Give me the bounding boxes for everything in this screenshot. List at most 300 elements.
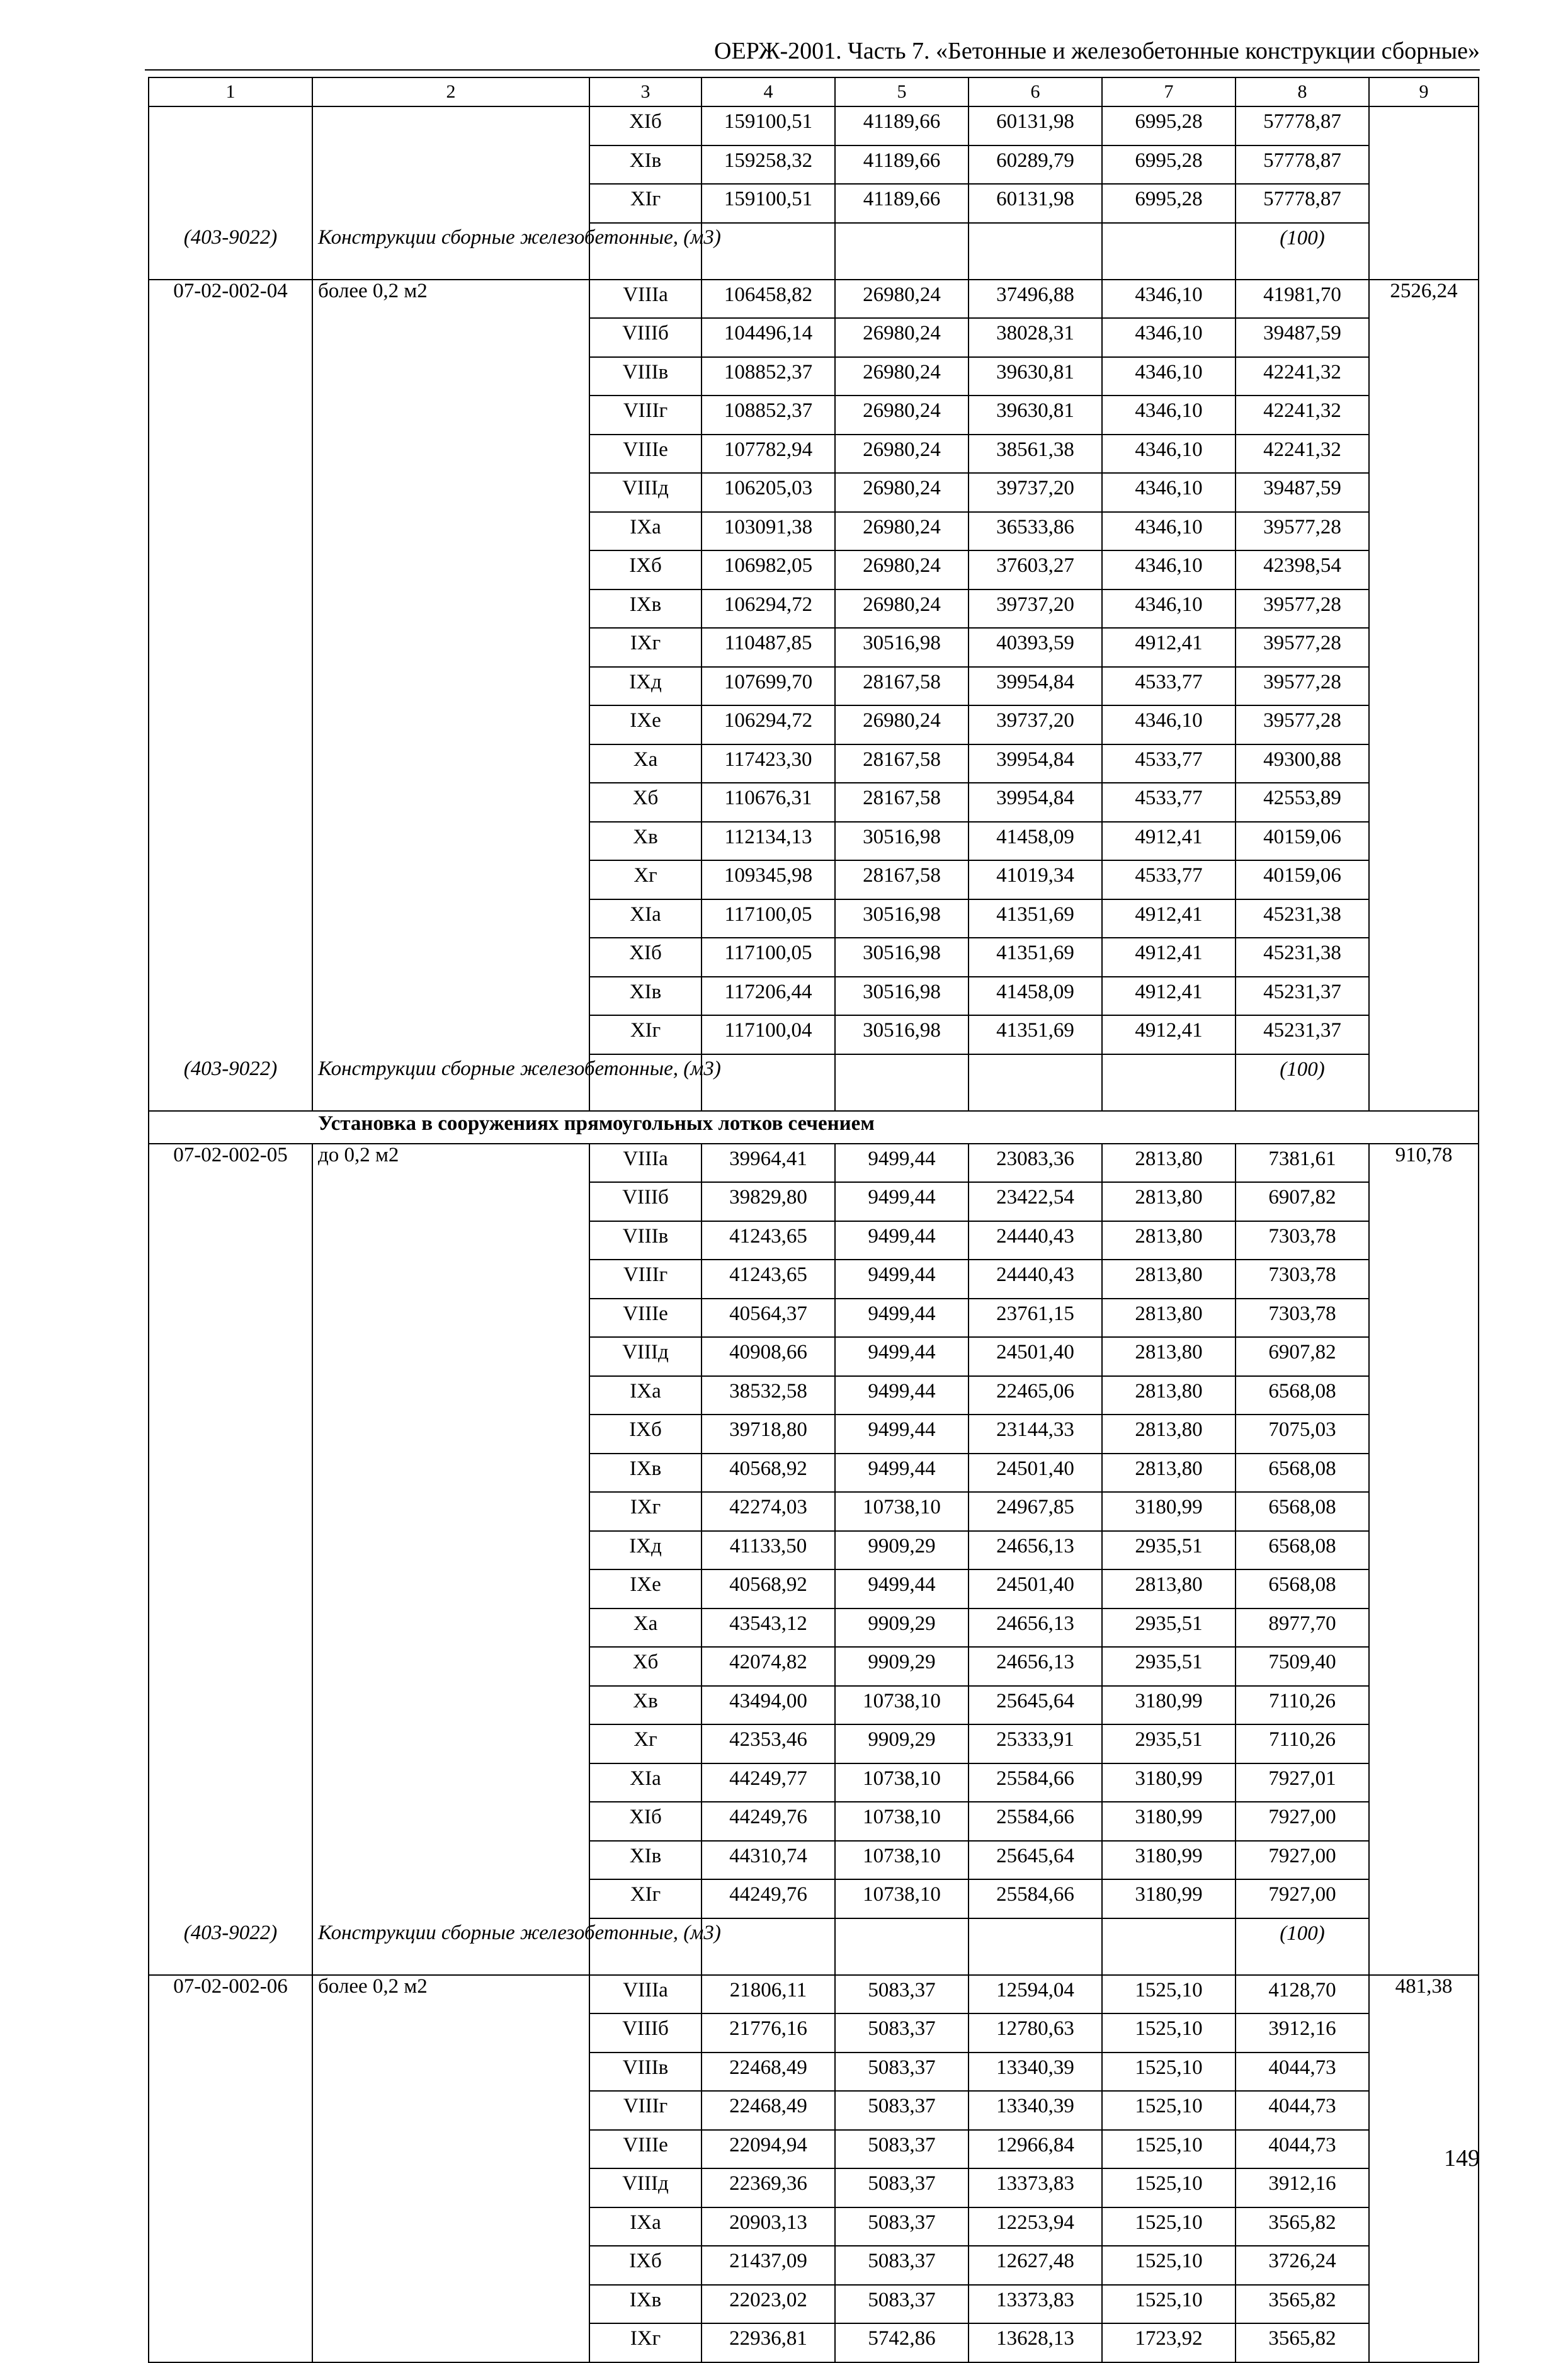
total-cell bbox=[1369, 1415, 1479, 1454]
zone-cell: IXд bbox=[589, 667, 702, 706]
value-cell: 39487,59 bbox=[1236, 318, 1369, 357]
zone-cell: XIб bbox=[589, 106, 702, 145]
value-cell: 107782,94 bbox=[702, 435, 835, 474]
total-cell bbox=[1369, 744, 1479, 783]
code-cell bbox=[149, 899, 312, 938]
total-cell bbox=[1369, 1492, 1479, 1531]
name-cell bbox=[312, 1299, 589, 1338]
table-row bbox=[149, 1415, 1479, 1454]
zone-cell: VIIIв bbox=[589, 1221, 702, 1260]
value-cell: 57778,87 bbox=[1236, 184, 1369, 223]
value-cell: 42241,32 bbox=[1236, 357, 1369, 396]
note-value: (100) bbox=[1236, 223, 1369, 280]
value-cell: 117423,30 bbox=[702, 744, 835, 783]
code-cell bbox=[149, 2246, 312, 2285]
value-cell: 13373,83 bbox=[969, 2285, 1102, 2324]
code-cell bbox=[149, 1724, 312, 1763]
empty-cell bbox=[969, 1918, 1102, 1975]
total-cell bbox=[1369, 1260, 1479, 1299]
zone-cell: VIIIе bbox=[589, 1299, 702, 1338]
table-row bbox=[149, 435, 1479, 474]
code-cell bbox=[149, 550, 312, 589]
value-cell: 42353,46 bbox=[702, 1724, 835, 1763]
value-cell: 38561,38 bbox=[969, 435, 1102, 474]
value-cell: 2813,80 bbox=[1102, 1569, 1236, 1609]
total-cell bbox=[1369, 1299, 1479, 1338]
name-cell: до 0,2 м2 bbox=[312, 1144, 589, 1183]
column-header: 9 bbox=[1369, 77, 1479, 106]
code-cell bbox=[149, 2285, 312, 2324]
name-cell bbox=[312, 1376, 589, 1415]
name-cell bbox=[312, 1015, 589, 1054]
value-cell: 38028,31 bbox=[969, 318, 1102, 357]
value-cell: 39487,59 bbox=[1236, 473, 1369, 512]
note-name: Конструкции сборные железобетонные, (м3) bbox=[312, 1918, 589, 1975]
total-cell bbox=[1369, 2323, 1479, 2362]
table-row bbox=[149, 357, 1479, 396]
value-cell: 41189,66 bbox=[835, 184, 969, 223]
value-cell: 5083,37 bbox=[835, 2091, 969, 2130]
total-cell bbox=[1369, 1609, 1479, 1648]
total-cell bbox=[1369, 2285, 1479, 2324]
value-cell: 109345,98 bbox=[702, 860, 835, 899]
zone-cell: VIIIд bbox=[589, 1337, 702, 1376]
value-cell: 39737,20 bbox=[969, 589, 1102, 629]
value-cell: 57778,87 bbox=[1236, 145, 1369, 185]
value-cell: 117100,04 bbox=[702, 1015, 835, 1054]
value-cell: 26980,24 bbox=[835, 550, 969, 589]
name-cell: более 0,2 м2 bbox=[312, 1975, 589, 2014]
value-cell: 25584,66 bbox=[969, 1763, 1102, 1802]
resource-note-row bbox=[149, 223, 1479, 280]
total-cell bbox=[1369, 667, 1479, 706]
table-row bbox=[149, 2053, 1479, 2092]
value-cell: 26980,24 bbox=[835, 589, 969, 629]
value-cell: 38532,58 bbox=[702, 1376, 835, 1415]
value-cell: 40564,37 bbox=[702, 1299, 835, 1338]
value-cell: 7927,00 bbox=[1236, 1802, 1369, 1841]
value-cell: 117100,05 bbox=[702, 938, 835, 977]
value-cell: 110487,85 bbox=[702, 628, 835, 667]
value-cell: 7927,01 bbox=[1236, 1763, 1369, 1802]
value-cell: 2813,80 bbox=[1102, 1260, 1236, 1299]
name-cell bbox=[312, 2013, 589, 2053]
value-cell: 7303,78 bbox=[1236, 1260, 1369, 1299]
note-code: (403-9022) bbox=[149, 1054, 312, 1111]
zone-cell: IXа bbox=[589, 2207, 702, 2246]
name-cell bbox=[312, 1802, 589, 1841]
name-cell bbox=[312, 1569, 589, 1609]
table-row bbox=[149, 1182, 1479, 1221]
code-cell bbox=[149, 2091, 312, 2130]
code-cell bbox=[149, 667, 312, 706]
resource-note-row bbox=[149, 1918, 1479, 1975]
value-cell: 39718,80 bbox=[702, 1415, 835, 1454]
value-cell: 3565,82 bbox=[1236, 2285, 1369, 2324]
value-cell: 6568,08 bbox=[1236, 1376, 1369, 1415]
value-cell: 2813,80 bbox=[1102, 1144, 1236, 1183]
zone-cell: XIг bbox=[589, 1879, 702, 1918]
value-cell: 39954,84 bbox=[969, 744, 1102, 783]
value-cell: 7509,40 bbox=[1236, 1647, 1369, 1686]
code-cell bbox=[149, 1415, 312, 1454]
value-cell: 104496,14 bbox=[702, 318, 835, 357]
value-cell: 1525,10 bbox=[1102, 2285, 1236, 2324]
value-cell: 4912,41 bbox=[1102, 938, 1236, 977]
table-row bbox=[149, 1376, 1479, 1415]
value-cell: 6568,08 bbox=[1236, 1492, 1369, 1531]
zone-cell: Xа bbox=[589, 1609, 702, 1648]
code-cell bbox=[149, 2323, 312, 2362]
note-code: (403-9022) bbox=[149, 223, 312, 280]
table-row bbox=[149, 550, 1479, 589]
value-cell: 9909,29 bbox=[835, 1531, 969, 1570]
table-row bbox=[149, 589, 1479, 629]
name-cell bbox=[312, 1841, 589, 1880]
value-cell: 4912,41 bbox=[1102, 822, 1236, 861]
value-cell: 117206,44 bbox=[702, 977, 835, 1016]
table-row bbox=[149, 2168, 1479, 2207]
value-cell: 41133,50 bbox=[702, 1531, 835, 1570]
zone-cell: IXг bbox=[589, 628, 702, 667]
value-cell: 108852,37 bbox=[702, 396, 835, 435]
code-cell bbox=[149, 473, 312, 512]
value-cell: 6995,28 bbox=[1102, 145, 1236, 185]
value-cell: 3912,16 bbox=[1236, 2168, 1369, 2207]
value-cell: 6568,08 bbox=[1236, 1569, 1369, 1609]
zone-cell: IXв bbox=[589, 589, 702, 629]
value-cell: 10738,10 bbox=[835, 1686, 969, 1725]
total-cell: 2526,24 bbox=[1369, 280, 1479, 319]
value-cell: 9499,44 bbox=[835, 1182, 969, 1221]
total-cell bbox=[1369, 145, 1479, 185]
name-cell bbox=[312, 512, 589, 551]
code-cell: 07-02-002-06 bbox=[149, 1975, 312, 2014]
table-row bbox=[149, 1569, 1479, 1609]
code-cell bbox=[149, 1841, 312, 1880]
value-cell: 4912,41 bbox=[1102, 899, 1236, 938]
value-cell: 7110,26 bbox=[1236, 1686, 1369, 1725]
value-cell: 1525,10 bbox=[1102, 1975, 1236, 2014]
code-cell bbox=[149, 783, 312, 822]
zone-cell: IXе bbox=[589, 705, 702, 744]
code-cell bbox=[149, 318, 312, 357]
value-cell: 40568,92 bbox=[702, 1569, 835, 1609]
zone-cell: XIв bbox=[589, 1841, 702, 1880]
code-cell bbox=[149, 106, 312, 145]
value-cell: 6568,08 bbox=[1236, 1531, 1369, 1570]
column-header: 4 bbox=[702, 77, 835, 106]
value-cell: 4346,10 bbox=[1102, 318, 1236, 357]
column-header: 3 bbox=[589, 77, 702, 106]
value-cell: 39577,28 bbox=[1236, 628, 1369, 667]
value-cell: 6907,82 bbox=[1236, 1337, 1369, 1376]
value-cell: 10738,10 bbox=[835, 1802, 969, 1841]
code-cell bbox=[149, 1015, 312, 1054]
empty-cell bbox=[1102, 1054, 1236, 1111]
code-cell bbox=[149, 1376, 312, 1415]
zone-cell: VIIIа bbox=[589, 280, 702, 319]
section-title: Установка в сооружениях прямоугольных лотков сечением bbox=[149, 1111, 1479, 1144]
value-cell: 4912,41 bbox=[1102, 977, 1236, 1016]
value-cell: 3565,82 bbox=[1236, 2207, 1369, 2246]
value-cell: 5742,86 bbox=[835, 2323, 969, 2362]
zone-cell: IXб bbox=[589, 1415, 702, 1454]
table-row bbox=[149, 2323, 1479, 2362]
value-cell: 45231,37 bbox=[1236, 977, 1369, 1016]
value-cell: 2813,80 bbox=[1102, 1221, 1236, 1260]
table-row bbox=[149, 1337, 1479, 1376]
section-heading-row bbox=[149, 1111, 1479, 1144]
value-cell: 40159,06 bbox=[1236, 860, 1369, 899]
value-cell: 28167,58 bbox=[835, 667, 969, 706]
zone-cell: IXа bbox=[589, 1376, 702, 1415]
value-cell: 9499,44 bbox=[835, 1454, 969, 1493]
table-row bbox=[149, 783, 1479, 822]
value-cell: 106458,82 bbox=[702, 280, 835, 319]
value-cell: 60289,79 bbox=[969, 145, 1102, 185]
code-cell bbox=[149, 357, 312, 396]
value-cell: 2935,51 bbox=[1102, 1531, 1236, 1570]
name-cell bbox=[312, 106, 589, 145]
table-row bbox=[149, 1763, 1479, 1802]
table-row bbox=[149, 145, 1479, 185]
value-cell: 117100,05 bbox=[702, 899, 835, 938]
zone-cell: XIв bbox=[589, 977, 702, 1016]
zone-cell: Xб bbox=[589, 1647, 702, 1686]
zone-cell: VIIIа bbox=[589, 1144, 702, 1183]
value-cell: 112134,13 bbox=[702, 822, 835, 861]
value-cell: 30516,98 bbox=[835, 899, 969, 938]
value-cell: 41019,34 bbox=[969, 860, 1102, 899]
value-cell: 5083,37 bbox=[835, 2207, 969, 2246]
value-cell: 41351,69 bbox=[969, 1015, 1102, 1054]
value-cell: 9909,29 bbox=[835, 1724, 969, 1763]
value-cell: 39577,28 bbox=[1236, 512, 1369, 551]
code-cell bbox=[149, 145, 312, 185]
total-cell bbox=[1369, 318, 1479, 357]
name-cell bbox=[312, 783, 589, 822]
value-cell: 9499,44 bbox=[835, 1221, 969, 1260]
total-cell bbox=[1369, 628, 1479, 667]
table-row bbox=[149, 1686, 1479, 1725]
page-number: 149 bbox=[1444, 2145, 1480, 2172]
price-table bbox=[148, 77, 1479, 2363]
name-cell bbox=[312, 145, 589, 185]
value-cell: 3180,99 bbox=[1102, 1879, 1236, 1918]
value-cell: 24967,85 bbox=[969, 1492, 1102, 1531]
value-cell: 2935,51 bbox=[1102, 1647, 1236, 1686]
name-cell bbox=[312, 1415, 589, 1454]
code-cell bbox=[149, 396, 312, 435]
value-cell: 26980,24 bbox=[835, 435, 969, 474]
document-header: ОЕРЖ-2001. Часть 7. «Бетонные и железобетонные конструкции сборные» bbox=[714, 38, 1480, 64]
name-cell bbox=[312, 2207, 589, 2246]
total-cell bbox=[1369, 1337, 1479, 1376]
table-row bbox=[149, 1879, 1479, 1918]
value-cell: 25645,64 bbox=[969, 1841, 1102, 1880]
value-cell: 3912,16 bbox=[1236, 2013, 1369, 2053]
code-cell bbox=[149, 2013, 312, 2053]
value-cell: 4044,73 bbox=[1236, 2053, 1369, 2092]
total-cell bbox=[1369, 1221, 1479, 1260]
value-cell: 39630,81 bbox=[969, 357, 1102, 396]
value-cell: 26980,24 bbox=[835, 512, 969, 551]
code-cell bbox=[149, 1337, 312, 1376]
zone-cell: VIIIг bbox=[589, 2091, 702, 2130]
zone-cell: IXв bbox=[589, 1454, 702, 1493]
total-cell bbox=[1369, 1454, 1479, 1493]
value-cell: 1525,10 bbox=[1102, 2207, 1236, 2246]
value-cell: 2813,80 bbox=[1102, 1337, 1236, 1376]
name-cell bbox=[312, 667, 589, 706]
code-cell bbox=[149, 1879, 312, 1918]
total-cell bbox=[1369, 589, 1479, 629]
value-cell: 10738,10 bbox=[835, 1841, 969, 1880]
value-cell: 39737,20 bbox=[969, 473, 1102, 512]
value-cell: 4346,10 bbox=[1102, 705, 1236, 744]
total-cell bbox=[1369, 977, 1479, 1016]
total-cell bbox=[1369, 435, 1479, 474]
code-cell bbox=[149, 938, 312, 977]
total-cell bbox=[1369, 1802, 1479, 1841]
value-cell: 39577,28 bbox=[1236, 589, 1369, 629]
empty-cell bbox=[1369, 1054, 1479, 1111]
total-cell bbox=[1369, 1647, 1479, 1686]
table-row bbox=[149, 1609, 1479, 1648]
zone-cell: VIIIв bbox=[589, 2053, 702, 2092]
code-cell bbox=[149, 1609, 312, 1648]
value-cell: 30516,98 bbox=[835, 977, 969, 1016]
value-cell: 12627,48 bbox=[969, 2246, 1102, 2285]
total-cell bbox=[1369, 2246, 1479, 2285]
zone-cell: VIIIг bbox=[589, 396, 702, 435]
empty-cell bbox=[702, 223, 835, 280]
table-row bbox=[149, 1260, 1479, 1299]
table-row bbox=[149, 1299, 1479, 1338]
zone-cell: IXа bbox=[589, 512, 702, 551]
total-cell bbox=[1369, 1182, 1479, 1221]
value-cell: 39577,28 bbox=[1236, 667, 1369, 706]
zone-cell: XIв bbox=[589, 145, 702, 185]
code-cell bbox=[149, 1531, 312, 1570]
table-row bbox=[149, 1221, 1479, 1260]
note-name: Конструкции сборные железобетонные, (м3) bbox=[312, 223, 589, 280]
code-cell bbox=[149, 1492, 312, 1531]
value-cell: 37603,27 bbox=[969, 550, 1102, 589]
value-cell: 22369,36 bbox=[702, 2168, 835, 2207]
value-cell: 4128,70 bbox=[1236, 1975, 1369, 2014]
value-cell: 22023,02 bbox=[702, 2285, 835, 2324]
code-cell bbox=[149, 977, 312, 1016]
value-cell: 159258,32 bbox=[702, 145, 835, 185]
value-cell: 10738,10 bbox=[835, 1492, 969, 1531]
zone-cell: Xа bbox=[589, 744, 702, 783]
zone-cell: VIIIб bbox=[589, 2013, 702, 2053]
empty-cell bbox=[835, 1054, 969, 1111]
value-cell: 36533,86 bbox=[969, 512, 1102, 551]
zone-cell: XIа bbox=[589, 1763, 702, 1802]
total-cell: 910,78 bbox=[1369, 1144, 1479, 1183]
code-cell bbox=[149, 589, 312, 629]
name-cell bbox=[312, 2323, 589, 2362]
name-cell bbox=[312, 938, 589, 977]
value-cell: 1525,10 bbox=[1102, 2053, 1236, 2092]
table-row bbox=[149, 860, 1479, 899]
total-cell bbox=[1369, 1376, 1479, 1415]
value-cell: 60131,98 bbox=[969, 106, 1102, 145]
code-cell bbox=[149, 1763, 312, 1802]
value-cell: 6995,28 bbox=[1102, 184, 1236, 223]
value-cell: 9499,44 bbox=[835, 1376, 969, 1415]
empty-cell bbox=[702, 1054, 835, 1111]
zone-cell: VIIIе bbox=[589, 2130, 702, 2169]
value-cell: 24656,13 bbox=[969, 1647, 1102, 1686]
value-cell: 28167,58 bbox=[835, 783, 969, 822]
value-cell: 42553,89 bbox=[1236, 783, 1369, 822]
value-cell: 5083,37 bbox=[835, 2130, 969, 2169]
zone-cell: VIIIв bbox=[589, 357, 702, 396]
value-cell: 107699,70 bbox=[702, 667, 835, 706]
code-cell bbox=[149, 1260, 312, 1299]
value-cell: 12780,63 bbox=[969, 2013, 1102, 2053]
name-cell bbox=[312, 1221, 589, 1260]
code-cell bbox=[149, 705, 312, 744]
total-cell bbox=[1369, 1015, 1479, 1054]
value-cell: 7303,78 bbox=[1236, 1299, 1369, 1338]
total-cell bbox=[1369, 1841, 1479, 1880]
value-cell: 22936,81 bbox=[702, 2323, 835, 2362]
zone-cell: VIIIб bbox=[589, 318, 702, 357]
code-cell bbox=[149, 2130, 312, 2169]
value-cell: 4346,10 bbox=[1102, 280, 1236, 319]
value-cell: 23761,15 bbox=[969, 1299, 1102, 1338]
note-code: (403-9022) bbox=[149, 1918, 312, 1975]
value-cell: 44310,74 bbox=[702, 1841, 835, 1880]
value-cell: 103091,38 bbox=[702, 512, 835, 551]
column-number-row bbox=[149, 77, 1479, 106]
zone-cell: VIIIг bbox=[589, 1260, 702, 1299]
value-cell: 26980,24 bbox=[835, 473, 969, 512]
table-row bbox=[149, 744, 1479, 783]
empty-cell bbox=[835, 1918, 969, 1975]
total-cell bbox=[1369, 184, 1479, 223]
code-cell bbox=[149, 1454, 312, 1493]
value-cell: 39630,81 bbox=[969, 396, 1102, 435]
value-cell: 9499,44 bbox=[835, 1569, 969, 1609]
value-cell: 106982,05 bbox=[702, 550, 835, 589]
total-cell bbox=[1369, 938, 1479, 977]
name-cell bbox=[312, 357, 589, 396]
value-cell: 41243,65 bbox=[702, 1260, 835, 1299]
zone-cell: XIб bbox=[589, 1802, 702, 1841]
zone-cell: Xв bbox=[589, 822, 702, 861]
name-cell bbox=[312, 435, 589, 474]
value-cell: 1723,92 bbox=[1102, 2323, 1236, 2362]
name-cell bbox=[312, 1724, 589, 1763]
resource-note-row bbox=[149, 1054, 1479, 1111]
value-cell: 39577,28 bbox=[1236, 705, 1369, 744]
code-cell bbox=[149, 1686, 312, 1725]
value-cell: 4533,77 bbox=[1102, 667, 1236, 706]
value-cell: 25333,91 bbox=[969, 1724, 1102, 1763]
value-cell: 2813,80 bbox=[1102, 1182, 1236, 1221]
value-cell: 13373,83 bbox=[969, 2168, 1102, 2207]
name-cell bbox=[312, 1879, 589, 1918]
value-cell: 9499,44 bbox=[835, 1299, 969, 1338]
name-cell bbox=[312, 2285, 589, 2324]
zone-cell: VIIIд bbox=[589, 473, 702, 512]
